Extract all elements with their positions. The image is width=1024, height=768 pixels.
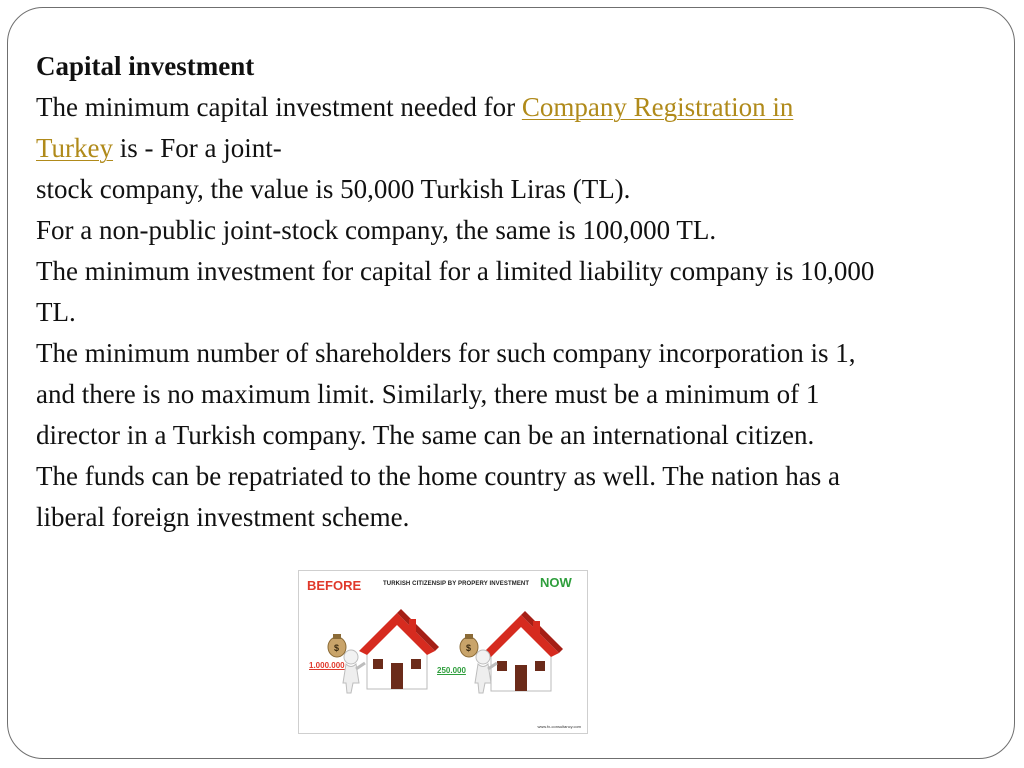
text-line: and there is no maximum limit. Similarly, there must be a minimum of 1 <box>36 379 820 409</box>
before-price: 1.000.000 <box>309 661 345 670</box>
link-text-line2: Turkey <box>36 133 114 163</box>
money-bag-icon <box>460 634 478 657</box>
paragraph-registration <box>36 87 996 169</box>
text-line: For a non-public joint-stock company, the same is 100,000 TL. <box>36 215 717 245</box>
money-bag-icon <box>328 634 346 657</box>
figure-url: www.fx-consultancy.com <box>537 724 581 729</box>
houses-illustration <box>299 571 588 734</box>
text-line: The minimum investment for capital for a limited liability company is 10,000 <box>36 256 875 286</box>
text-line: The minimum number of shareholders for such company incorporation is 1, <box>36 338 856 368</box>
text-line: The funds can be repatriated to the home country as well. The nation has a <box>36 461 840 491</box>
paragraph-text-after-link: is - For a joint- <box>113 133 282 163</box>
citizenship-investment-image <box>298 570 588 734</box>
text-line: stock company, the value is 50,000 Turkish Liras (TL). <box>36 174 631 204</box>
paragraph-text-before-link: The minimum capital investment needed for <box>36 92 522 122</box>
now-price: 250.000 <box>437 666 466 675</box>
text-line: TL. <box>36 297 76 327</box>
slide-content <box>36 46 996 538</box>
slide-title: Capital investment <box>36 51 255 81</box>
person-icon <box>343 650 365 693</box>
before-label: BEFORE <box>307 578 362 593</box>
figure-caption: TURKISH CITIZENSIP BY PROPERY INVESTMENT <box>383 581 530 587</box>
text-line: director in a Turkish company. The same can be an international citizen. <box>36 420 815 450</box>
svg-text:$: $ <box>334 643 340 653</box>
house-icon <box>483 611 563 691</box>
house-icon <box>359 609 439 689</box>
text-line: liberal foreign investment scheme. <box>36 502 410 532</box>
svg-text:$: $ <box>466 643 472 653</box>
link-text-line1: Company Registration in <box>521 92 794 122</box>
now-label: NOW <box>540 575 572 590</box>
